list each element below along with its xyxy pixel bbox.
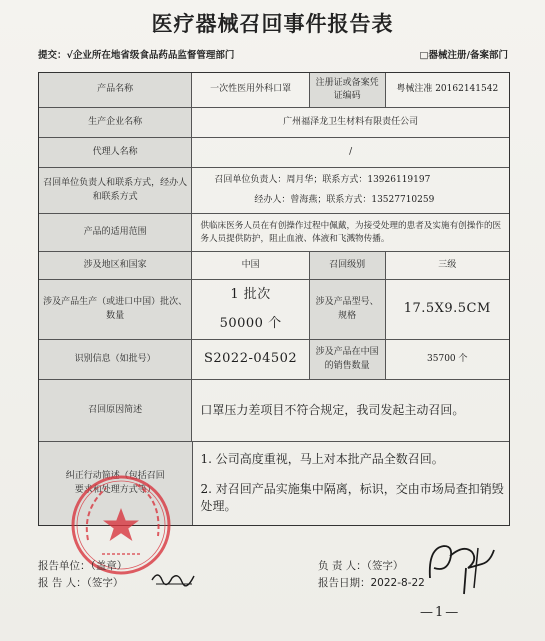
responsible-signature (420, 538, 500, 598)
manufacturer-label: 生产企业名称 (39, 108, 191, 137)
region-value: 中国 (191, 252, 309, 279)
model-label: 涉及产品型号、规格 (309, 280, 385, 339)
region-label: 涉及地区和国家 (39, 252, 191, 279)
batch-count: 1 批次 (230, 286, 271, 302)
contact-line-2: 经办人：曾海燕；联系方式：13527710259 (254, 194, 435, 205)
level-value: 三级 (385, 252, 509, 279)
contact-value (191, 168, 509, 213)
agent-value: / (191, 138, 509, 167)
table-row (39, 167, 509, 213)
table-row (39, 137, 509, 167)
submit-row (38, 47, 508, 61)
responsible-text: 负 责 人：（签字） (318, 560, 404, 572)
table-row (39, 279, 509, 339)
page-title: 医疗器械召回事件报告表 (151, 12, 394, 36)
contact-line-1: 召回单位负责人：周月华；联系方式：13926119197 (214, 175, 431, 186)
agent-label: 代理人名称 (39, 138, 191, 167)
table-row (39, 339, 509, 379)
product-name-label: 产品名称 (39, 73, 191, 107)
table-row (39, 107, 509, 137)
action-line-1: 1. 公司高度重视，马上对本批产品全数召回。 (200, 452, 444, 467)
reason-value: 口罩压力差项目不符合规定，我司发起主动召回。 (191, 380, 509, 441)
manufacturer-value: 广州福泽龙卫生材料有限责任公司 (191, 108, 509, 137)
batch-label: 涉及产品生产（或进口中国）批次、数量 (39, 280, 191, 339)
action-value (192, 442, 510, 525)
table-row (39, 73, 509, 107)
level-label: 召回级别 (309, 252, 385, 279)
report-date-text: 报告日期：2022-8-22 (318, 577, 425, 589)
batch-quantity: 50000 个 (219, 315, 282, 331)
action-line-2: 2. 对召回产品实施集中隔离，标识，交由市场局查扣销毁处理。 (200, 481, 504, 514)
page-number: —1— (420, 605, 461, 620)
report-unit-text: 报告单位：（盖章） (38, 560, 128, 572)
scope-value: 供临床医务人员在有创操作过程中佩戴，为接受处理的患者及实施有创操作的医务人员提供防护，阻止血液、体液和飞溅物传播。 (191, 214, 509, 251)
id-label: 识别信息（如批号） (39, 340, 191, 379)
registration-label: 注册证或备案凭证编码 (309, 73, 385, 107)
registration-value: 粤械注准 20162141542 (385, 73, 509, 107)
model-value: 17.5X9.5CM (385, 280, 509, 339)
reason-label: 召回原因简述 (39, 380, 191, 441)
recall-report-table (38, 72, 510, 526)
table-row (39, 213, 509, 251)
scope-label: 产品的适用范围 (39, 214, 191, 251)
contact-label: 召回单位负责人和联系方式，经办人和联系方式 (39, 168, 191, 213)
table-row (39, 379, 509, 441)
reporter-text: 报 告 人：（签字） (38, 577, 124, 589)
submit-to-text: 提交：√企业所在地省级食品药品监督管理部门 (38, 50, 235, 61)
product-name-value: 一次性医用外科口罩 (191, 73, 309, 107)
lot-value: S2022-04502 (191, 340, 309, 379)
submit-right-text: □器械注册/备案部门 (419, 50, 508, 61)
action-label: 纠正行动简述（包括召回要求和处理方式等） (39, 442, 192, 525)
table-row (39, 251, 509, 279)
batch-value (191, 280, 309, 339)
reporter-signature (148, 566, 198, 590)
sales-label: 涉及产品在中国的销售数量 (309, 340, 385, 379)
sales-value: 35700 个 (385, 340, 509, 379)
